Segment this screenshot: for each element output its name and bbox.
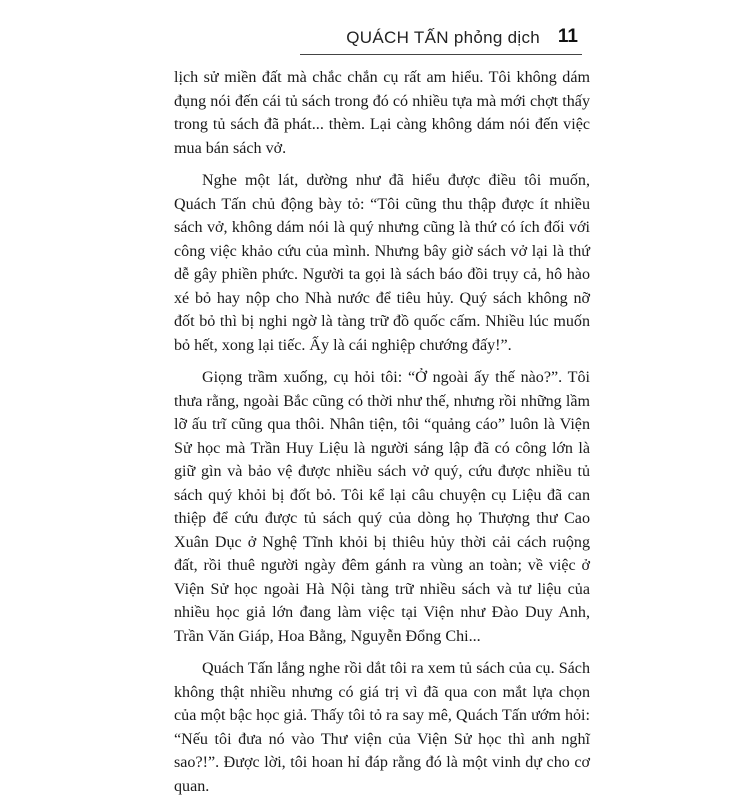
running-header	[300, 26, 582, 55]
paragraph-2: Nghe một lát, dường như đã hiểu được điều tôi muốn, Quách Tấn chủ động bày tỏ: “Tôi cũng thu thập được ít nhiều sách vở, không dám nói là quý nhưng cũng là thứ có ích đối với công việc khảo cứu của mình. Nhưng bây giờ sách vở lại là thứ dễ gây phiền phức. Người ta gọi là sách báo đồi trụy cả, hô hào xé bỏ hay nộp cho Nhà nước để tiêu hủy. Quý sách không nỡ đốt bỏ thì bị nghi ngờ là tàng trữ đồ quốc cấm. Nhiều lúc muốn bỏ hết, xong lại tiếc. Ấy là cái nghiệp chướng đấy!”.	[174, 172, 590, 354]
paragraph-3: Giọng trầm xuống, cụ hỏi tôi: “Ở ngoài ấy thế nào?”. Tôi thưa rằng, ngoài Bắc cũng có thời như thế, nhưng rồi những lầm lỡ ấu trĩ cũng qua thôi. Nhân tiện, tôi “quảng cáo” luôn là Viện Sử học mà Trần Huy Liệu là người sáng lập đã có công lớn là giữ gìn và bảo vệ được nhiều sách vở quý, cứu được nhiều tủ sách quý khỏi bị đốt bỏ. Tôi kể lại câu chuyện cụ Liệu đã can thiệp để cứu được tủ sách quý của dòng họ Thượng thư Cao Xuân Dục ở Nghệ Tĩnh khỏi bị thiêu hủy thời cải cách ruộng đất, rồi thuê người ngày đêm gánh ra vùng an toàn; về việc ở Viện Sử học ngoài Hà Nội tàng trữ nhiều sách và tư liệu của nhiều học giả lớn đang làm việc tại Viện như Đào Duy Anh, Trần Văn Giáp, Hoa Bằng, Nguyễn Đổng Chi...	[174, 369, 590, 645]
paragraph-1: lịch sử miền đất mà chắc chắn cụ rất am hiểu. Tôi không dám đụng nói đến cái tủ sách trong đó có nhiều tựa mà mới chợt thấy trong tủ sách đã phát... thèm. Lại càng không dám nói đến việc mua bán sách vở.	[174, 69, 590, 157]
paragraph-4: Quách Tấn lắng nghe rồi dắt tôi ra xem tủ sách của cụ. Sách không thật nhiều nhưng có giá trị vì đã qua con mắt lựa chọn của một bậc học giả. Thấy tôi tỏ ra say mê, Quách Tấn ướm hỏi: “Nếu tôi đưa nó vào Thư viện của Viện Sử học thì anh nghĩ sao?!”. Được lời, tôi hoan hỉ đáp rằng đó là một vinh dự cho cơ quan.	[174, 660, 590, 795]
header-title: QUÁCH TẤN phỏng dịch	[346, 28, 540, 47]
page-number: 11	[557, 26, 578, 47]
body-text	[174, 66, 590, 807]
